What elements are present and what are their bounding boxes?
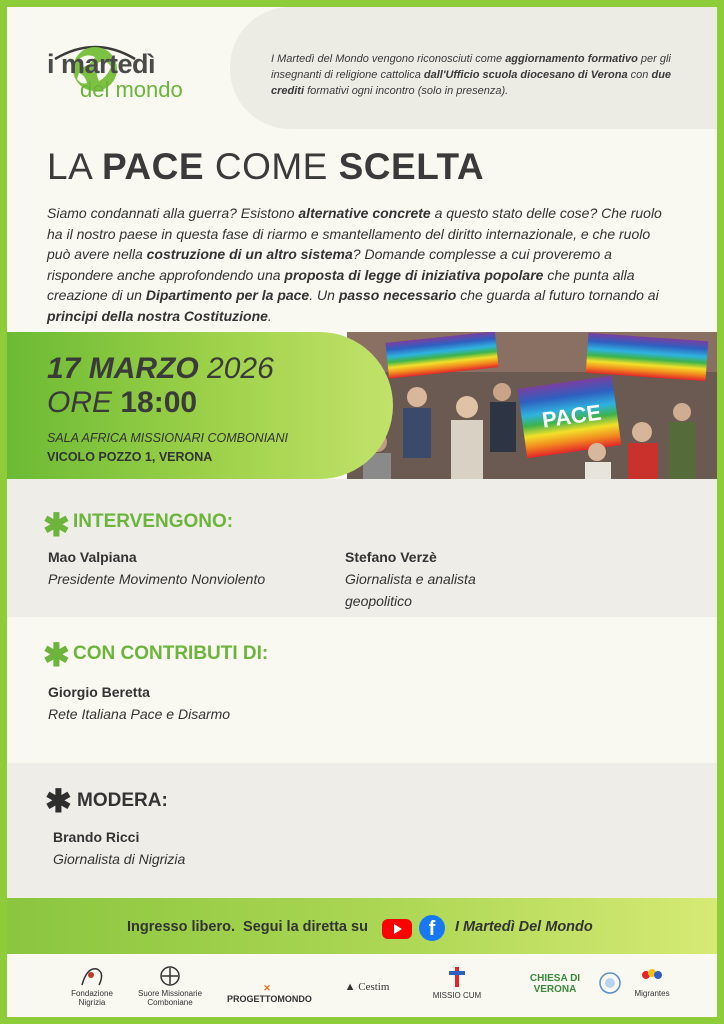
contributions-heading: CON CONTRIBUTI DI: [73, 643, 269, 664]
comboniane-logo-icon [155, 965, 185, 987]
speaker-role: Giornalista e analista geopolitico [345, 571, 476, 609]
poster [7, 7, 717, 1017]
speaker-name: Mao Valpiana [48, 549, 137, 565]
sponsor-logo [597, 971, 622, 1015]
sponsor-logo: ▲ Cestim [344, 981, 390, 993]
speaker-name: Stefano Verzè [345, 549, 437, 565]
moderator-name: Brando Ricci [53, 829, 140, 845]
contributor-role: Rete Italiana Pace e Disarmo [48, 706, 231, 722]
asterisk-icon: ✱ [43, 637, 70, 673]
asterisk-icon: ✱ [45, 783, 72, 819]
event-time: ORE 18:00 [47, 386, 198, 419]
missio-logo-icon [446, 965, 468, 989]
moderator-heading: MODERA: [77, 790, 168, 811]
intro-paragraph: Siamo condannati alla guerra? Esistono alternative concrete a questo stato delle cose? Che ruolo ha il nostro paese in questa fase di riarmo e smantellamento del diritto internazionale, e che ruolo può avere nella costruzione di un altro sistema? Domande complesse a cui proveremo a rispondere anche approfondendo una proposta di legge di iniziativa popolare che punta alla creazione di un Dipartimento per la pace. Un passo necessario che guarda al futuro tornando ai principi della nostra Costituzione. [47, 205, 662, 324]
migrantes-logo-icon [638, 965, 666, 987]
venue-name: SALA AFRICA MISSIONARI COMBONIANI [47, 431, 289, 445]
channel-name[interactable]: I Martedì Del Mondo [455, 919, 593, 935]
facebook-icon[interactable]: f [419, 915, 445, 941]
diocese-seal-icon [598, 971, 622, 995]
sponsor-logo: Migrantes [627, 965, 677, 1009]
accreditation-note: I Martedì del Mondo vengono riconosciuti come aggiornamento formativo per gli insegnanti di religione cattolica dall'Ufficio scuola diocesano di Verona con due crediti formativi ogni incontro (solo in presenza). [271, 53, 672, 97]
speakers-heading: INTERVENGONO: [73, 511, 234, 532]
speakers-section [7, 479, 717, 617]
nigrizia-logo-icon [77, 965, 107, 987]
sponsor-logo: ✕ PROGETTOMONDO [227, 983, 312, 1004]
logo-title: i martedì [47, 49, 156, 79]
contributor-name: Giorgio Beretta [48, 684, 150, 700]
moderator-role: Giornalista di Nigrizia [53, 851, 186, 867]
sponsor-logo: Fondazione Nigrizia [62, 965, 122, 1009]
sponsor-logo: CHIESA DI VERONA [529, 973, 581, 995]
footer-text: Ingresso libero. Segui la diretta su [127, 919, 368, 935]
asterisk-icon: ✱ [43, 507, 70, 543]
youtube-icon[interactable] [382, 919, 412, 939]
contributions-section [7, 617, 717, 763]
svg-text:PACE: PACE [540, 399, 603, 433]
logo-subtitle: del mondo [80, 77, 183, 102]
sponsor-logo: MISSIO CUM [432, 965, 482, 1009]
page-title: LA PACE COME SCELTA [47, 146, 485, 187]
crowd-photo [347, 332, 717, 479]
sponsor-logo: Suore Missionarie Comboniane [135, 965, 205, 1009]
speaker-role: Presidente Movimento Nonviolento [48, 571, 266, 587]
venue-address: VICOLO POZZO 1, VERONA [47, 450, 213, 464]
moderator-section [7, 763, 717, 898]
event-date: 17 MARZO 2026 [47, 352, 274, 385]
